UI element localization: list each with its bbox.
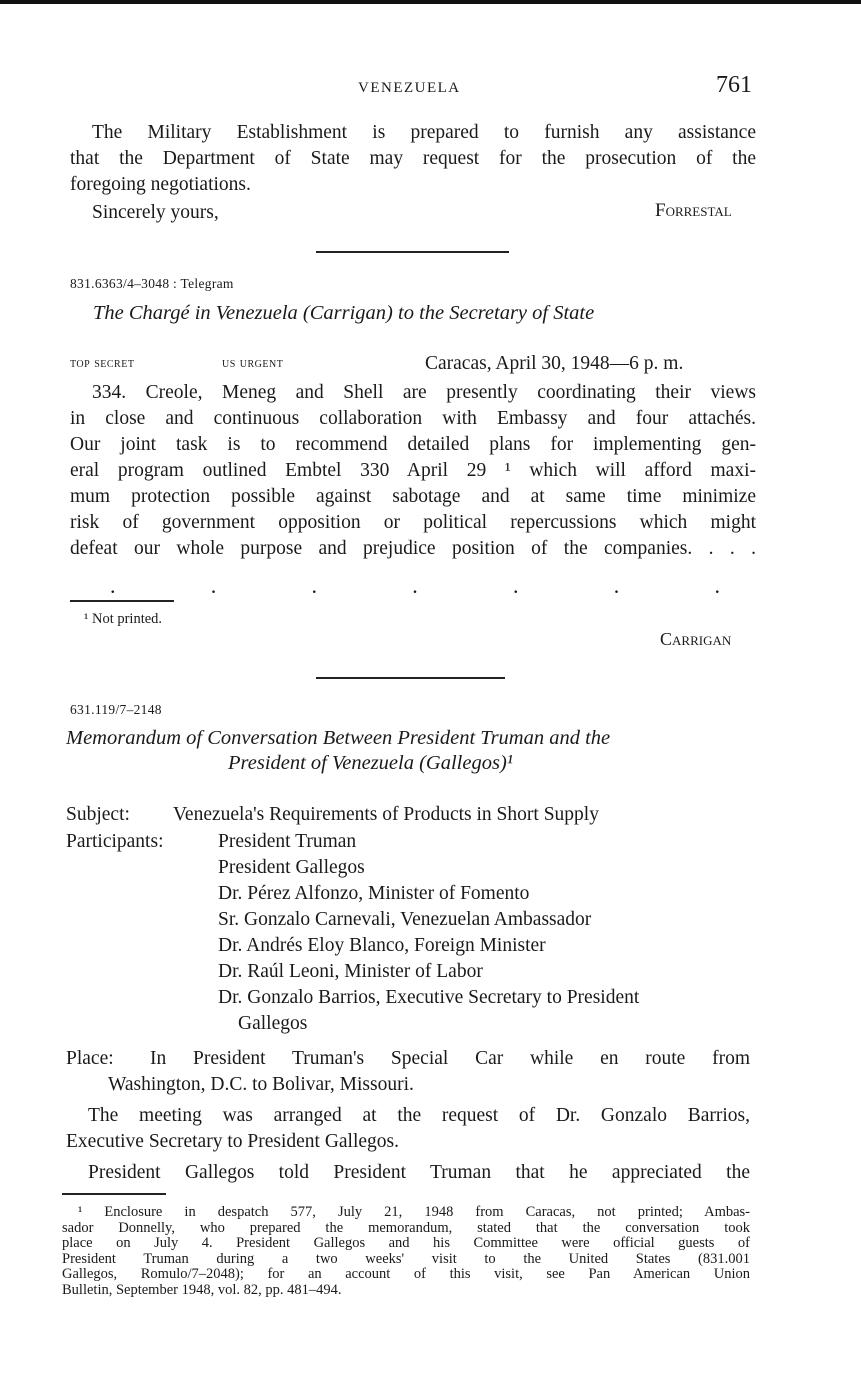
- paragraph-line: Executive Secretary to President Gallegos.: [66, 1131, 400, 1152]
- participant-continuation: Gallegos: [238, 1013, 308, 1034]
- memo-title-line2: President of Venezuela (Gallegos)¹: [228, 752, 513, 774]
- salutation: Sincerely yours,: [92, 202, 219, 223]
- place-label: Place:: [66, 1048, 114, 1069]
- page-number: 761: [716, 72, 752, 98]
- place-date-line: Caracas, April 30, 1948—6 p. m.: [425, 353, 684, 374]
- memo-title-line1: Memorandum of Conversation Between President Truman and the: [66, 727, 611, 749]
- text-line: foregoing negotiations.: [70, 174, 251, 195]
- subject-label: Subject:: [66, 804, 130, 825]
- footnote-line: sador Donnelly, who prepared the memorandum, stated that the conversation took: [62, 1219, 750, 1236]
- file-reference: 631.119/7–2148: [70, 702, 162, 717]
- text-line: eral program outlined Embtel 330 April 29 ¹ which will afford maxi-: [70, 460, 756, 481]
- footnote-rule: [62, 1193, 166, 1195]
- classification-label: top secret: [70, 356, 135, 371]
- document-title: The Chargé in Venezuela (Carrigan) to the Secretary of State: [93, 302, 595, 324]
- text-line: mum protection possible against sabotage and at same time minimize: [70, 486, 756, 507]
- text-line: Our joint task is to recommend detailed plans for implementing gen-: [70, 434, 756, 455]
- participant: Dr. Andrés Eloy Blanco, Foreign Minister: [218, 935, 546, 956]
- letter-closing-paragraph: [70, 120, 756, 198]
- telegram-body: [70, 380, 756, 562]
- text-line: risk of government opposition or political repercussions which might: [70, 512, 756, 533]
- signature-forrestal: Forrestal: [655, 200, 732, 221]
- participants-label: Participants:: [66, 831, 164, 852]
- file-reference: 831.6363/4–3048 : Telegram: [70, 276, 234, 291]
- paragraph-line: The meeting was arranged at the request of Dr. Gonzalo Barrios,: [88, 1105, 750, 1126]
- text-line: defeat our whole purpose and prejudice position of the companies. . . .: [70, 538, 756, 559]
- participant: President Gallegos: [218, 857, 365, 878]
- participant: Dr. Raúl Leoni, Minister of Labor: [218, 961, 483, 982]
- place-text-line1: In President Truman's Special Car while en route from: [150, 1048, 750, 1069]
- text-line: in close and continuous collaboration with Embassy and four attachés.: [70, 408, 756, 429]
- text-line: that the Department of State may request for the prosecution of the: [70, 148, 756, 169]
- participant: Dr. Pérez Alfonzo, Minister of Fomento: [218, 883, 530, 904]
- memo-footnote: [62, 1205, 750, 1298]
- footnote-rule: [70, 600, 174, 602]
- participant: President Truman: [218, 831, 357, 852]
- priority-label: us urgent: [222, 356, 284, 371]
- section-divider: [316, 677, 505, 679]
- text-line: The Military Establishment is prepared to furnish any assistance: [92, 122, 756, 143]
- footnote-line: place on July 4. President Gallegos and his Committee were official guests of: [62, 1235, 750, 1251]
- participant: Dr. Gonzalo Barrios, Executive Secretary to President: [218, 987, 640, 1008]
- participant: Sr. Gonzalo Carnevali, Venezuelan Ambassador: [218, 909, 592, 930]
- signature-carrigan: Carrigan: [660, 629, 732, 649]
- footnote-line: President Truman during a two weeks' visit to the United States (831.001: [62, 1250, 750, 1267]
- place-text-line2: Washington, D.C. to Bolivar, Missouri.: [108, 1074, 414, 1095]
- running-header-title: VENEZUELA: [358, 80, 461, 96]
- section-divider: [316, 251, 509, 253]
- footnote-line: Gallegos, Romulo/7–2048); for an account of this visit, see Pan American Union: [62, 1266, 750, 1282]
- footnote-line: ¹ Enclosure in despatch 577, July 21, 1948 from Caracas, not printed; Ambas-: [78, 1204, 750, 1220]
- paragraph-line: President Gallegos told President Truman that he appreciated the: [88, 1162, 750, 1183]
- footnote: ¹ Not printed.: [84, 611, 163, 627]
- footnote-line: Bulletin, September 1948, vol. 82, pp. 481–494.: [62, 1281, 342, 1298]
- text-line: 334. Creole, Meneg and Shell are presently coordinating their views: [92, 382, 756, 403]
- subject-text: Venezuela's Requirements of Products in Short Supply: [173, 804, 599, 825]
- ellipsis-row: . . . . . . .: [110, 573, 720, 598]
